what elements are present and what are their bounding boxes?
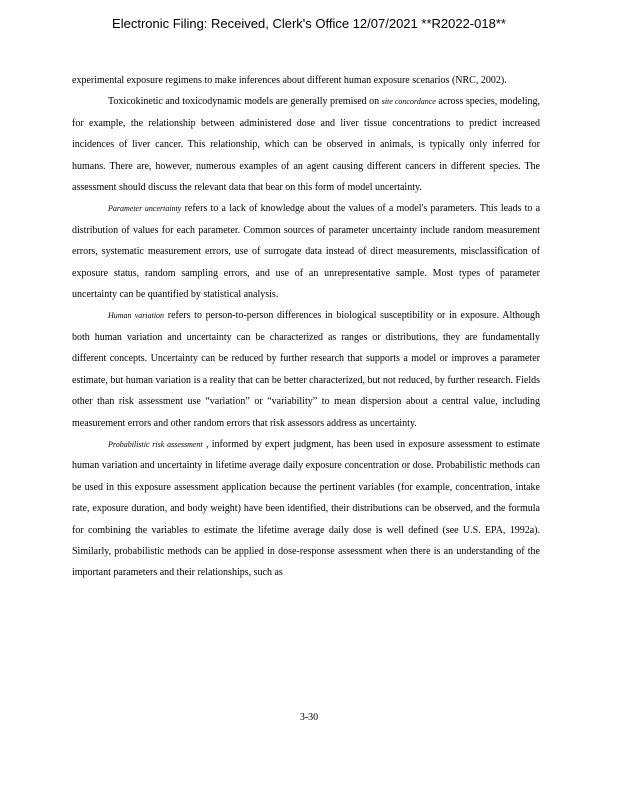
paragraph-lead: Toxicokinetic and toxicodynamic models are generally premised on <box>108 96 382 108</box>
paragraph-text: , informed by expert judgment, has been used in exposure assessment to estimate human variation and uncertainty in lifetime average daily exposure concentration or dose. Probabilistic methods can be used in this exposure assessment application because the pertinent variables (for example, concentration, intake rate, exposure duration, and body weight) have been identified, their distributions can be observed, and the formula for combining the variables to estimate the lifetime average daily dose is well defined (see U.S. EPA, 1992a). Similarly, probabilistic methods can be applied in dose-response assessment when there is an understanding of the important parameters and their relationships, such as <box>72 438 540 579</box>
paragraph-continuation: experimental exposure regimens to make inferences about different human exposure scenarios (NRC, 2002). <box>72 75 507 86</box>
filing-stamp-header: Electronic Filing: Received, Clerk's Office 12/07/2021 **R2022-018** <box>112 16 506 31</box>
document-body <box>72 70 540 584</box>
term-probabilistic-risk-assessment: Probabilistic risk assessment <box>108 439 203 449</box>
paragraph-text: refers to person-to-person differences in biological susceptibility or in exposure. Although both human variation and uncertainty can be characterized as ranges or distributions, they are fundamentally different concepts. Uncertainty can be reduced by further research that supports a model or improves a parameter estimate, but human variation is a reality that can be better characterized, but not reduced, by further research. Fields other than risk assessment use “variation” or “variability” to mean dispersion about a central value, including measurement errors and other random errors that risk assessors address as uncertainty. <box>72 310 541 429</box>
paragraph-parameter-uncertainty <box>72 198 540 305</box>
paragraph-text: across species, modeling, for example, the relationship between administered dose and liver tissue concentrations to predict increased incidences of liver cancer. This relationship, which can be observed in animals, is typically only inferred for humans. There are, however, numerous examples of an agent causing different cancers in different species. The assessment should discuss the relevant data that bear on this form of model uncertainty. <box>72 96 540 194</box>
term-site-concordance: site concordance <box>381 97 436 107</box>
term-parameter-uncertainty: Parameter uncertainty <box>108 204 182 214</box>
term-human-variation: Human variation <box>108 311 165 321</box>
paragraph-text: refers to a lack of knowledge about the values of a model's parameters. This leads to a distribution of values for each parameter. Common sources of parameter uncertainty include random measurement errors, systematic measurement errors, use of surrogate data instead of direct measurements, misclassification of exposure status, random sampling errors, and use of an unrepresentative sample. Most types of parameter uncertainty can be quantified by statistical analysis. <box>72 203 541 301</box>
paragraph-probabilistic-risk <box>72 434 540 584</box>
paragraph-human-variation <box>72 305 540 433</box>
page-number: 3-30 <box>299 712 319 723</box>
paragraph-site-concordance <box>72 91 540 198</box>
